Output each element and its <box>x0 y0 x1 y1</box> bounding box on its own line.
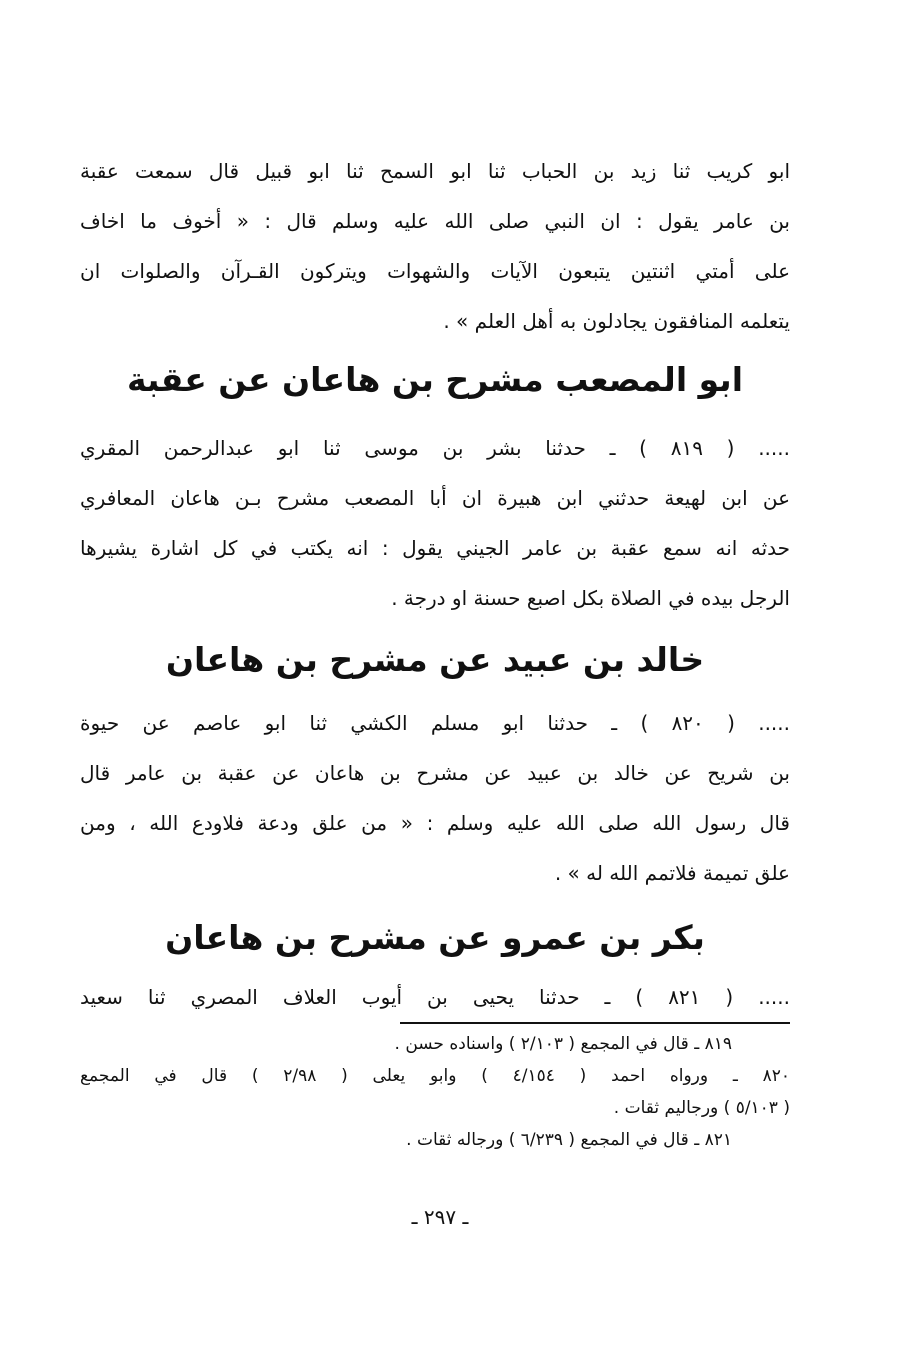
intro-line-3: على أمتي اثنتين يتبعون الآيات والشهوات ويتركون القـرآن والصلوات ان <box>80 259 790 283</box>
section-1-line-1: ..... ( ٨١٩ ) ـ حدثنا بشر بن موسى ثنا ابو عبدالرحمن المقري <box>80 436 790 460</box>
section-3-heading: بكر بن عمرو عن مشرح بن هاعان <box>165 918 705 957</box>
section-1-paragraph <box>80 423 790 623</box>
section-2-heading: خالد بن عبيد عن مشرح بن هاعان <box>165 640 705 679</box>
section-2-paragraph <box>80 698 790 898</box>
section-2-line-3: قال رسول الله صلى الله عليه وسلم : « من علق ودعة فلاودع الله ، ومن <box>80 811 790 835</box>
section-3-line-1: ..... ( ٨٢١ ) ـ حدثنا يحيى بن أيوب العلاف المصري ثنا سعيد <box>80 985 790 1009</box>
section-1-line-3: حدثه انه سمع عقبة بن عامر الجيني يقول : انه يكتب في كل اشارة يشيرها <box>80 536 790 560</box>
section-1-line-2: عن ابن لهيعة حدثني ابن هبيرة ان أبا المصعب مشرح بـن هاعان المعافري <box>80 486 790 510</box>
intro-line-4: يتعلمه المنافقون يجادلون به أهل العلم » . <box>443 309 790 333</box>
footnote-820-line-2: ( ٥/١٠٣ ) ورجاليم ثقات . <box>613 1098 790 1118</box>
section-2-line-1: ..... ( ٨٢٠ ) ـ حدثنا ابو مسلم الكشي ثنا ابو عاصم عن حيوة <box>80 711 790 735</box>
intro-line-1: ابو كريب ثنا زيد بن الحباب ثنا ابو السمح ثنا ابو قبيل قال سمعت عقبة <box>80 159 790 183</box>
section-1-line-4: الرجل بيده في الصلاة بكل اصبع حسنة او درجة . <box>391 586 790 610</box>
footnote-rule <box>400 1022 790 1024</box>
intro-line-2: بن عامر يقول : ان النبي صلى الله عليه وسلم قال : « أخوف ما اخاف <box>80 209 790 233</box>
footnote-821: ٨٢١ ـ قال في المجمع ( ٦/٢٣٩ ) ورجاله ثقات . <box>406 1130 732 1150</box>
page-number: ـ ٢٩٧ ـ <box>411 1205 469 1229</box>
footnote-819: ٨١٩ ـ قال في المجمع ( ٢/١٠٣ ) واسناده حسن . <box>394 1034 732 1054</box>
section-1-heading: ابو المصعب مشرح بن هاعان عن عقبة <box>126 360 744 399</box>
section-2-line-4: علق تميمة فلاتمم الله له » . <box>554 861 790 885</box>
section-2-line-2: بن شريح عن خالد بن عبيد عن مشرح بن هاعان عن عقبة بن عامر قال <box>80 761 790 785</box>
footnote-820-line-1: ٨٢٠ ـ ورواه احمد ( ٤/١٥٤ ) وابو يعلى ( ٢/٩٨ ) قال في المجمع <box>80 1066 790 1086</box>
section-3-paragraph <box>80 972 790 1022</box>
intro-paragraph <box>80 146 790 346</box>
